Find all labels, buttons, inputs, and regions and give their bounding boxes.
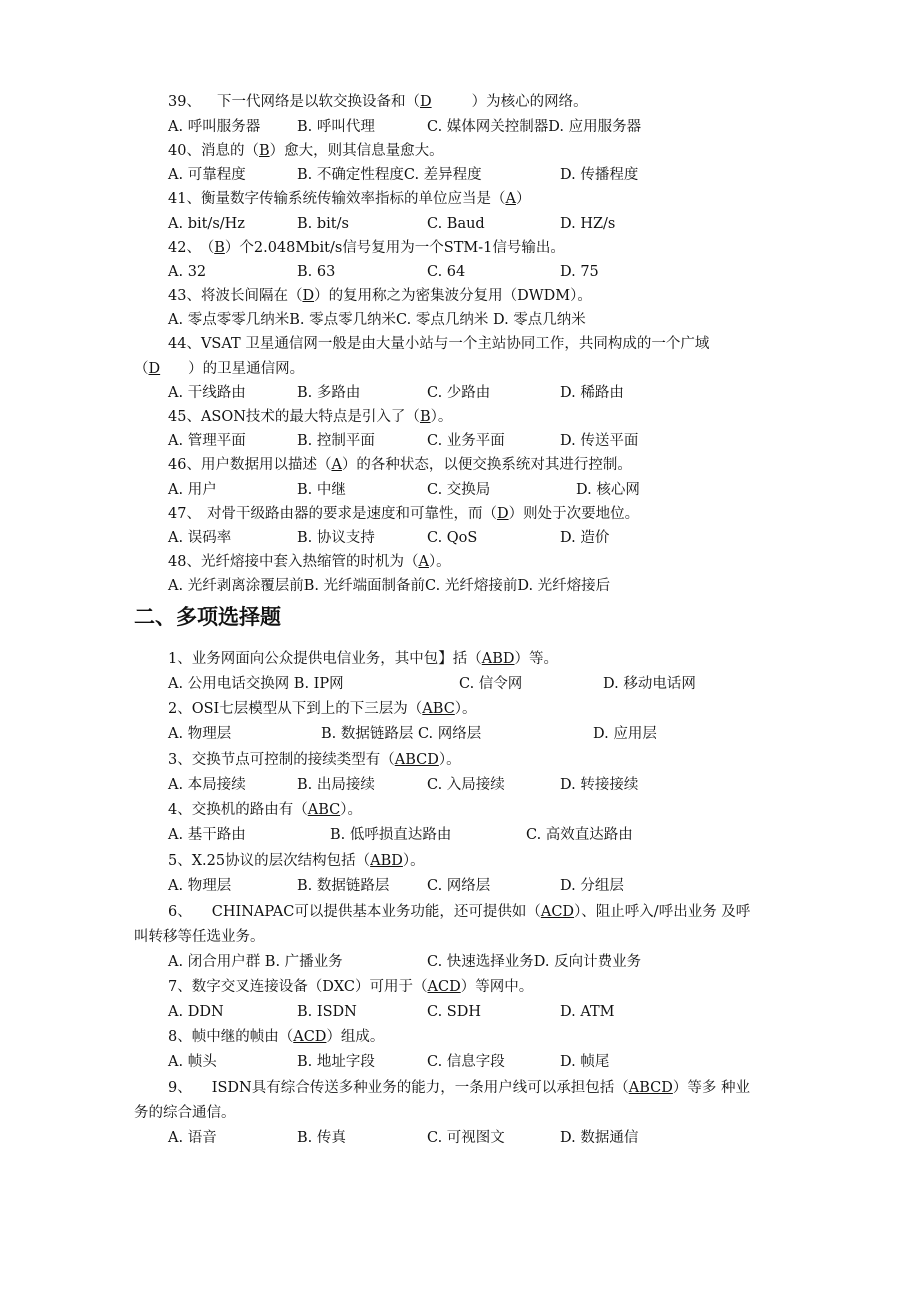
- option-b: B. 多路由: [297, 385, 361, 401]
- option-a: A. 公用电话交换网 B. IP网: [168, 676, 344, 692]
- option-d: D. 稀路由: [560, 385, 624, 401]
- option-b: B. 不确定性程度C. 差异程度: [297, 167, 482, 183]
- option-a: A. 用户: [168, 482, 217, 498]
- option-c: C. 媒体网关控制器D. 应用服务器: [427, 119, 642, 135]
- option-a: A. 物理层: [168, 878, 232, 894]
- answer-40: B: [258, 143, 270, 159]
- option-b: B. 低呼损直达路由: [330, 827, 452, 843]
- answer-45: B: [419, 409, 431, 425]
- multi-question-6: 6、 CHINAPAC可以提供基本业务功能，还可提供如（ACD）、阻止呼入/呼出业务 及呼: [168, 904, 751, 920]
- answer-39: D: [419, 94, 432, 110]
- multi-question-7: 7、数字交叉连接设备（DXC）可用于（ACD）等网中。: [168, 979, 534, 995]
- option-c: C. 网络层: [427, 878, 491, 894]
- question-47: 47、 对骨干级路由器的要求是速度和可靠性，而（D）则处于次要地位。: [168, 506, 640, 522]
- option-b: B. bit/s: [297, 216, 349, 232]
- option-b: B. 数据链路层 C. 网络层: [321, 726, 482, 742]
- option-c: C. 信息字段: [427, 1054, 505, 1070]
- answer-41: A: [505, 191, 516, 207]
- option-b: B. 传真: [297, 1130, 346, 1146]
- option-b: B. ISDN: [297, 1004, 357, 1020]
- option-line: A. 光纤剥离涂覆层前B. 光纤端面制备前C. 光纤熔接前D. 光纤熔接后: [168, 578, 611, 594]
- option-a: A. 误码率: [168, 530, 232, 546]
- option-b: B. 数据链路层: [297, 878, 390, 894]
- answer-46: A: [331, 457, 342, 473]
- option-c: C. Baud: [427, 216, 485, 232]
- option-a: A. 帧头: [168, 1054, 217, 1070]
- option-a: A. 呼叫服务器: [168, 119, 261, 135]
- answer-43: D: [302, 288, 315, 304]
- question-42: 42、 （B）个2.048Mbit/s信号复用为一个STM-1信号输出。: [168, 240, 565, 256]
- option-d: D. 传送平面: [560, 433, 639, 449]
- multi-question-1: 1、业务网面向公众提供电信业务，其中包】括（ABD）等。: [168, 651, 558, 667]
- option-d: D. 数据通信: [560, 1130, 639, 1146]
- answer-47: D: [496, 506, 509, 522]
- option-line: A. 零点零零几纳米B. 零点零几纳米C. 零点几纳米 D. 零点几纳米: [168, 312, 586, 328]
- option-a: A. bit/s/Hz: [168, 216, 245, 232]
- option-a: A. 干线路由: [168, 385, 246, 401]
- answer-m6: ACD: [540, 904, 575, 920]
- option-a: A. 物理层: [168, 726, 232, 742]
- question-46: 46、用户数据用以描述（A）的各种状态，以便交换系统对其进行控制。: [168, 457, 632, 473]
- answer-m5: ABD: [370, 853, 403, 869]
- multi-question-2: 2、OSI七层模型从下到上的下三层为（ABC）。: [168, 701, 477, 717]
- answer-m1: ABD: [481, 651, 515, 667]
- section-heading: 二、多项选择题: [134, 605, 281, 629]
- option-c: C. SDH: [427, 1004, 481, 1020]
- option-a: A. 32: [168, 264, 207, 280]
- multi-question-6-cont: 叫转移等任选业务。: [134, 929, 265, 945]
- answer-44: D: [148, 361, 161, 377]
- option-b: B. 出局接续: [297, 777, 375, 793]
- option-b: B. 呼叫代理: [297, 119, 375, 135]
- answer-48: A: [418, 554, 429, 570]
- multi-question-3: 3、交换节点可控制的接续类型有（ABCD）。: [168, 752, 461, 768]
- answer-m8: ACD: [293, 1029, 327, 1045]
- option-a: A. DDN: [168, 1004, 224, 1020]
- option-c: C. 少路由: [427, 385, 491, 401]
- question-48: 48、光纤熔接中套入热缩管的时机为（A）。: [168, 554, 451, 570]
- option-b: B. 63: [297, 264, 336, 280]
- answer-m3: ABCD: [394, 752, 439, 768]
- option-b: B. 地址字段: [297, 1054, 375, 1070]
- option-c: C. 可视图文: [427, 1130, 505, 1146]
- question-39: 39、 下一代网络是以软交换设备和（D ）为核心的网络。: [168, 94, 588, 110]
- option-c: C. 64: [427, 264, 466, 280]
- option-d: D. 移动电话网: [603, 676, 696, 692]
- option-c: C. 快速选择业务D. 反向计费业务: [427, 954, 642, 970]
- option-a: A. 语音: [168, 1130, 217, 1146]
- multi-question-9: 9、 ISDN具有综合传送多种业务的能力，一条用户线可以承担包括（ABCD）等多 种业: [168, 1080, 750, 1096]
- option-b: B. 协议支持: [297, 530, 375, 546]
- answer-m9: ABCD: [628, 1080, 673, 1096]
- option-d: D. 核心网: [576, 482, 640, 498]
- option-d: D. ATM: [560, 1004, 615, 1020]
- multi-question-9-cont: 务的综合通信。: [134, 1105, 236, 1121]
- option-d: D. 分组层: [560, 878, 624, 894]
- option-a: A. 闭合用户群 B. 广播业务: [168, 954, 343, 970]
- option-b: B. 中继: [297, 482, 346, 498]
- answer-m4: ABC: [307, 802, 341, 818]
- option-c: C. 高效直达路由: [526, 827, 633, 843]
- question-40: 40、消息的（B）愈大，则其信息量愈大。: [168, 143, 444, 159]
- question-44-cont: （D ）的卫星通信网。: [134, 361, 305, 377]
- question-43: 43、将波长间隔在（D）的复用称之为密集波分复用（DWDM）。: [168, 288, 592, 304]
- option-d: D. 帧尾: [560, 1054, 610, 1070]
- answer-m2: ABC: [422, 701, 455, 717]
- question-44: 44、VSAT 卫星通信网一般是由大量小站与一个主站协同工作，共同构成的一个广域: [168, 336, 710, 352]
- multi-question-5: 5、X.25协议的层次结构包括（ABD）。: [168, 853, 425, 869]
- multi-question-8: 8、帧中继的帧由（ACD）组成。: [168, 1029, 385, 1045]
- option-c: C. 信令网: [459, 676, 523, 692]
- multi-question-4: 4、交换机的路由有（ABC）。: [168, 802, 362, 818]
- option-c: C. 交换局: [427, 482, 491, 498]
- option-a: A. 本局接续: [168, 777, 246, 793]
- option-c: C. 入局接续: [427, 777, 505, 793]
- option-a: A. 可靠程度: [168, 167, 246, 183]
- option-d: D. 传播程度: [560, 167, 639, 183]
- option-c: C. 业务平面: [427, 433, 505, 449]
- option-a: A. 基干路由: [168, 827, 246, 843]
- question-41: 41、衡量数字传输系统传输效率指标的单位应当是（A）: [168, 191, 531, 207]
- option-d: D. 75: [560, 264, 599, 280]
- option-d: D. 转接接续: [560, 777, 639, 793]
- answer-m7: ACD: [427, 979, 461, 995]
- option-d: D. 造价: [560, 530, 610, 546]
- option-a: A. 管理平面: [168, 433, 246, 449]
- option-b: B. 控制平面: [297, 433, 375, 449]
- option-c: C. QoS: [427, 530, 478, 546]
- option-d: D. HZ/s: [560, 216, 616, 232]
- option-d: D. 应用层: [593, 726, 657, 742]
- answer-42: B: [214, 240, 225, 256]
- question-45: 45、ASON技术的最大特点是引入了（B）。: [168, 409, 453, 425]
